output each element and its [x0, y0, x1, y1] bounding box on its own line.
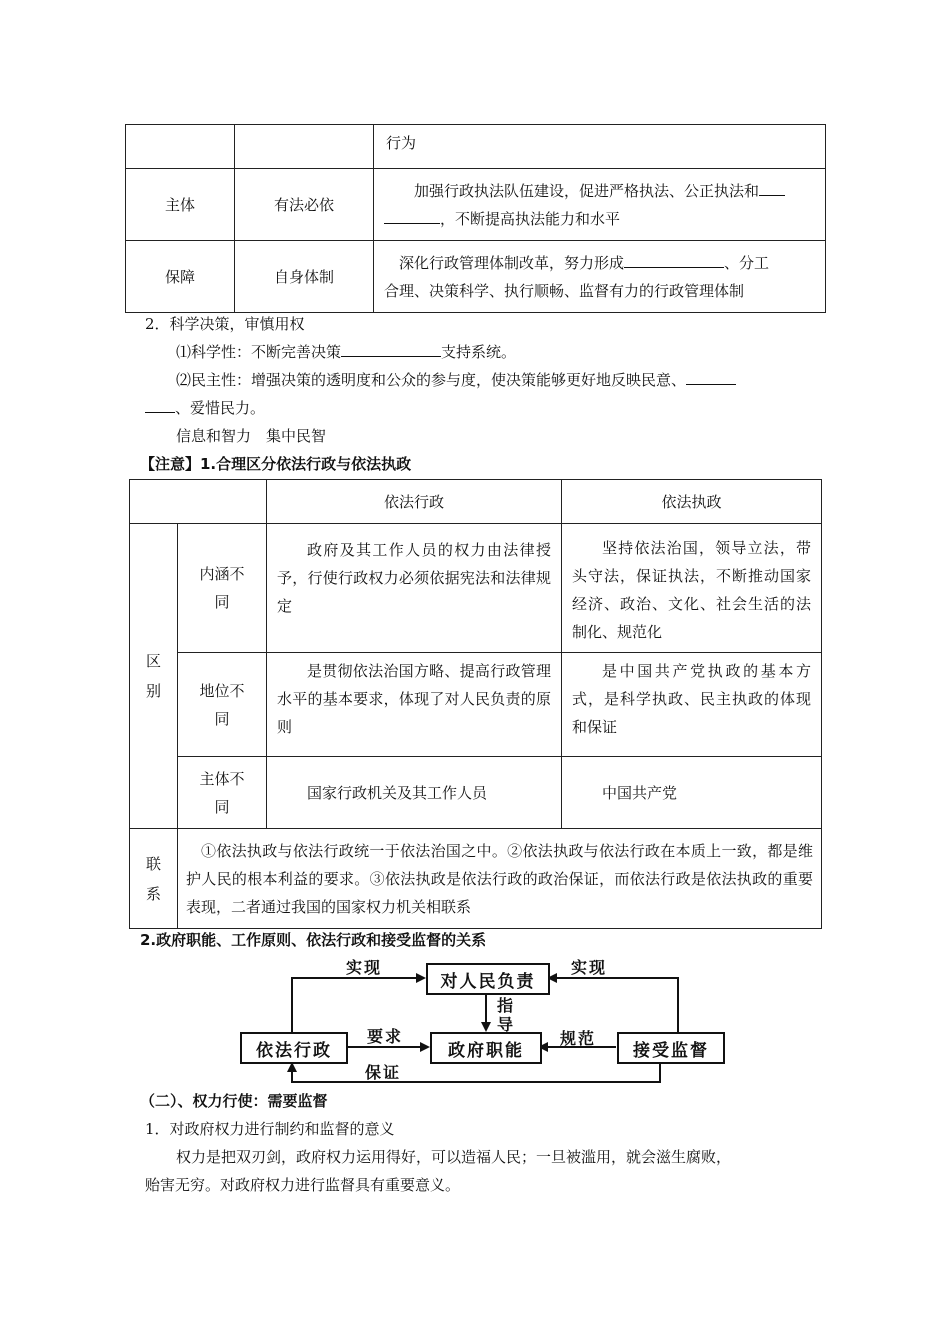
row-label: 主体不同: [178, 757, 267, 829]
cell-text: 坚持依法治国，领导立法，带头守法，保证执法，不断推动国家经济、政治、文化、社会生活的法制化、规范化: [562, 524, 822, 653]
arrow-guarantee: [292, 1062, 660, 1082]
cell-text: 国家行政机关及其工作人员: [267, 757, 562, 829]
cell-text: 行为: [386, 134, 417, 152]
cell-text: 、分工: [724, 253, 770, 272]
note-heading: 【注意】1.合理区分依法行政与依法执政: [140, 455, 412, 473]
paragraph: 、爱惜民力。: [145, 394, 265, 422]
answer-key: 信息和智力 集中民智: [176, 427, 327, 445]
paragraph: 贻害无穷。对政府权力进行监督具有重要意义。: [145, 1176, 461, 1194]
cell-text: 是中国共产党执政的基本方式，是科学执政、民主执政的体现和保证: [562, 653, 822, 757]
label-require: 要求: [367, 1027, 404, 1046]
box-lawful-admin: 依法行政: [240, 1032, 348, 1064]
box-responsibility: 对人民负责: [426, 963, 550, 995]
label-guarantee: 保证: [365, 1063, 402, 1082]
paragraph: ⑵民主性：增强决策的透明度和公众的参与度，使决策能够更好地反映民意、: [176, 366, 736, 394]
row-label: 内涵不同: [178, 524, 267, 653]
section-heading: （二）、权力行使：需要监督: [140, 1092, 328, 1110]
cell-text: 是贯彻依法治国方略、提高行政管理水平的基本要求，体现了对人民负责的原则: [267, 653, 562, 757]
label-guide-2: 导: [497, 1015, 516, 1034]
row-label-guarantee: 保障: [126, 241, 235, 313]
cell-text: ①依法执政与依法行政统一于依法治国之中。②依法执政与依法行政在本质上一致，都是维护人民的根本利益的要求。③依法执政是依法行政的政治保证，而依法行政是依法执政的重要表现，二者通过我国的国家权力机关相联系: [178, 829, 822, 929]
label-realize-left: 实现: [346, 958, 383, 977]
box-supervision: 接受监督: [617, 1032, 725, 1064]
column-header-governance: 依法执政: [562, 480, 822, 524]
cell-text: 中国共产党: [562, 757, 822, 829]
column-header-admin: 依法行政: [267, 480, 562, 524]
section-title: 2．科学决策，审慎用权: [145, 315, 305, 333]
label-realize-right: 实现: [571, 958, 608, 977]
box-gov-functions: 政府职能: [430, 1032, 542, 1064]
cell-text: ，不断提高执法能力和水平: [440, 209, 621, 228]
arrow-admin-to-responsibility: [292, 978, 424, 1032]
cell-text: 深化行政管理体制改革，努力形成: [399, 253, 625, 272]
row-system: 自身体制: [235, 241, 374, 313]
row-principle: 有法必依: [235, 169, 374, 241]
cell-text: 加强行政执法队伍建设，促进严格执法、公正执法和: [414, 181, 760, 200]
subheading: 1．对政府权力进行制约和监督的意义: [145, 1120, 395, 1138]
row-label: 地位不同: [178, 653, 267, 757]
label-regulate: 规范: [560, 1029, 597, 1048]
cell-text: 政府及其工作人员的权力由法律授予，行使行政权力必须依据宪法和法律规定: [267, 524, 562, 653]
paragraph: ⑴科学性：不断完善决策 支持系统。: [176, 338, 516, 366]
paragraph: 权力是把双刃剑，政府权力运用得好，可以造福人民；一旦被滥用，就会滋生腐败，: [176, 1148, 732, 1166]
arrow-supervision-to-responsibility: [549, 978, 678, 1032]
cell-text: 合理、决策科学、执行顺畅、监督有力的行政管理体制: [384, 281, 745, 300]
group-label-difference: 区别: [130, 524, 178, 829]
row-label-link: 联系: [130, 829, 178, 929]
label-guide-1: 指: [497, 996, 516, 1015]
diagram-heading: 2.政府职能、工作原则、依法行政和接受监督的关系: [140, 931, 487, 949]
row-label-subject: 主体: [126, 169, 235, 241]
